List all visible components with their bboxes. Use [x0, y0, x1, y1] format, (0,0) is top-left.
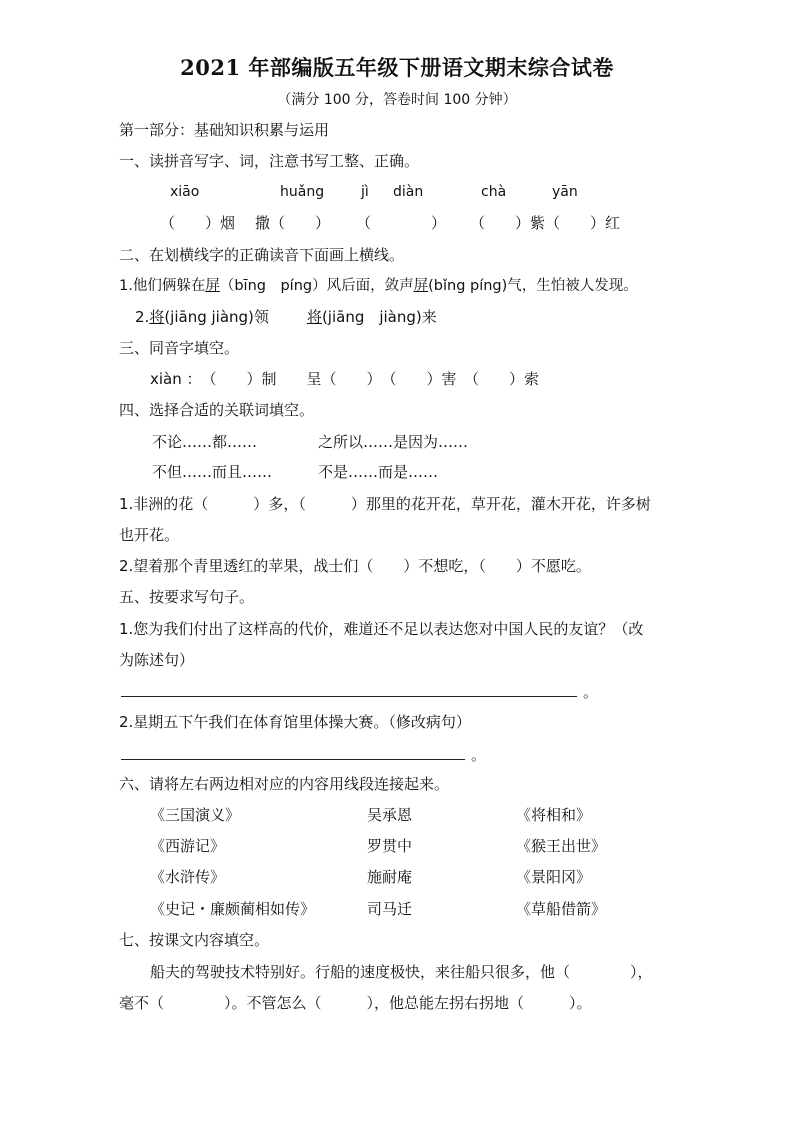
author-name[interactable]: 吴承恩	[367, 806, 413, 824]
author-name[interactable]: 罗贯中	[367, 837, 413, 855]
pinyin-5: chà	[481, 184, 507, 200]
lesson-title[interactable]: 《草船借箭》	[516, 900, 607, 918]
author-name[interactable]: 施耐庵	[367, 868, 413, 886]
conjunction-option: 不是……而是……	[318, 463, 439, 481]
underlined-char: 屏	[413, 278, 429, 294]
part-heading: 第一部分：基础知识积累与运用	[119, 121, 330, 139]
lesson-title[interactable]: 《将相和》	[516, 806, 592, 824]
book-title[interactable]: 《西游记》	[150, 837, 226, 855]
pinyin-6: yān	[552, 184, 578, 200]
q7-passage-line-2[interactable]: 毫不（ ）。不管怎么（ ），他总能左拐右拐地（ ）。	[119, 994, 592, 1012]
book-title[interactable]: 《三国演义》	[150, 806, 241, 824]
q3-line[interactable]: xiàn ： （ ）制 呈（ ） （ ）害 （ ）索	[150, 370, 540, 388]
q7-passage-line-1[interactable]: 船夫的驾驶技术特别好。行船的速度极快，来往船只很多，他（ ），	[150, 963, 653, 981]
q5-heading: 五、按要求写句子。	[119, 588, 255, 606]
page-title: 2021 年部编版五年级下册语文期末综合试卷	[180, 55, 614, 80]
q4-sentence-2[interactable]: 2.望着那个青里透红的苹果，战士们（ ）不想吃，（ ）不愿吃。	[119, 557, 591, 575]
q4-sentence-1-cont: 也开花。	[119, 526, 180, 544]
answer-line-2[interactable]	[121, 759, 465, 760]
pinyin-2: huǎng	[280, 184, 325, 200]
q2-sentence-1	[119, 276, 638, 296]
q2-s1-text-a: 1.他们俩躲在	[119, 278, 206, 294]
q3-heading: 三、同音字填空。	[119, 339, 240, 357]
q6-heading: 六、请将左右两边相对应的内容用线段连接起来。	[119, 775, 450, 793]
underlined-char: 将	[149, 308, 165, 326]
pinyin-3: jì	[361, 184, 369, 200]
q1-blank-1[interactable]: （ ）烟	[160, 214, 236, 232]
q5-sentence-1: 1.您为我们付出了这样高的代价，难道还不足以表达您对中国人民的友谊？（改	[119, 620, 644, 638]
q2-s1-text-c: (bǐng píng)气，生怕被人发现。	[428, 278, 638, 294]
q2-s1-text-b: （bīng píng）风后面，敛声	[219, 278, 414, 294]
q5-sentence-1-cont: 为陈述句）	[119, 651, 195, 669]
underlined-char: 将	[306, 308, 322, 326]
book-title[interactable]: 《水浒传》	[150, 868, 226, 886]
lesson-title[interactable]: 《猴王出世》	[516, 837, 607, 855]
q2-s2-text-c: (jiāng jiàng)来	[321, 308, 437, 326]
q1-blank-3[interactable]: （ ）	[356, 214, 447, 232]
underlined-char: 屏	[205, 278, 220, 294]
book-title[interactable]: 《史记・廉颇蔺相如传》	[150, 900, 316, 918]
conjunction-option: 不但……而且……	[152, 463, 273, 481]
q1-heading: 一、读拼音写字、词，注意书写工整、正确。	[119, 152, 420, 170]
pinyin-4: diàn	[393, 184, 424, 200]
answer-line-1[interactable]	[121, 696, 577, 697]
answer-period-2: 。	[471, 746, 487, 764]
q1-blank-4[interactable]: （ ）紫（ ）红	[470, 214, 621, 232]
q7-heading: 七、按课文内容填空。	[119, 931, 270, 949]
q2-s2-text-b: (jiāng jiàng)领	[164, 308, 269, 326]
page-subtitle: （满分 100 分，答卷时间 100 分钟）	[277, 92, 517, 108]
conjunction-option: 不论……都……	[152, 433, 258, 451]
lesson-title[interactable]: 《景阳冈》	[516, 868, 592, 886]
author-name[interactable]: 司马迁	[367, 900, 413, 918]
q4-sentence-1[interactable]: 1.非洲的花（ ）多，（ ）那里的花开花，草开花，灌木开花，许多树	[119, 495, 651, 513]
q2-sentence-2	[135, 307, 437, 327]
answer-period-1: 。	[583, 683, 599, 701]
q1-blank-2[interactable]: 撒（ ）	[255, 214, 331, 232]
pinyin-1: xiāo	[170, 184, 200, 200]
conjunction-option: 之所以……是因为……	[318, 433, 469, 451]
q2-s2-text-a: 2.	[135, 308, 150, 326]
q4-heading: 四、选择合适的关联词填空。	[119, 401, 315, 419]
q2-heading: 二、在划横线字的正确读音下面画上横线。	[119, 246, 405, 264]
q5-sentence-2: 2.星期五下午我们在体育馆里体操大赛。（修改病句）	[119, 713, 471, 731]
